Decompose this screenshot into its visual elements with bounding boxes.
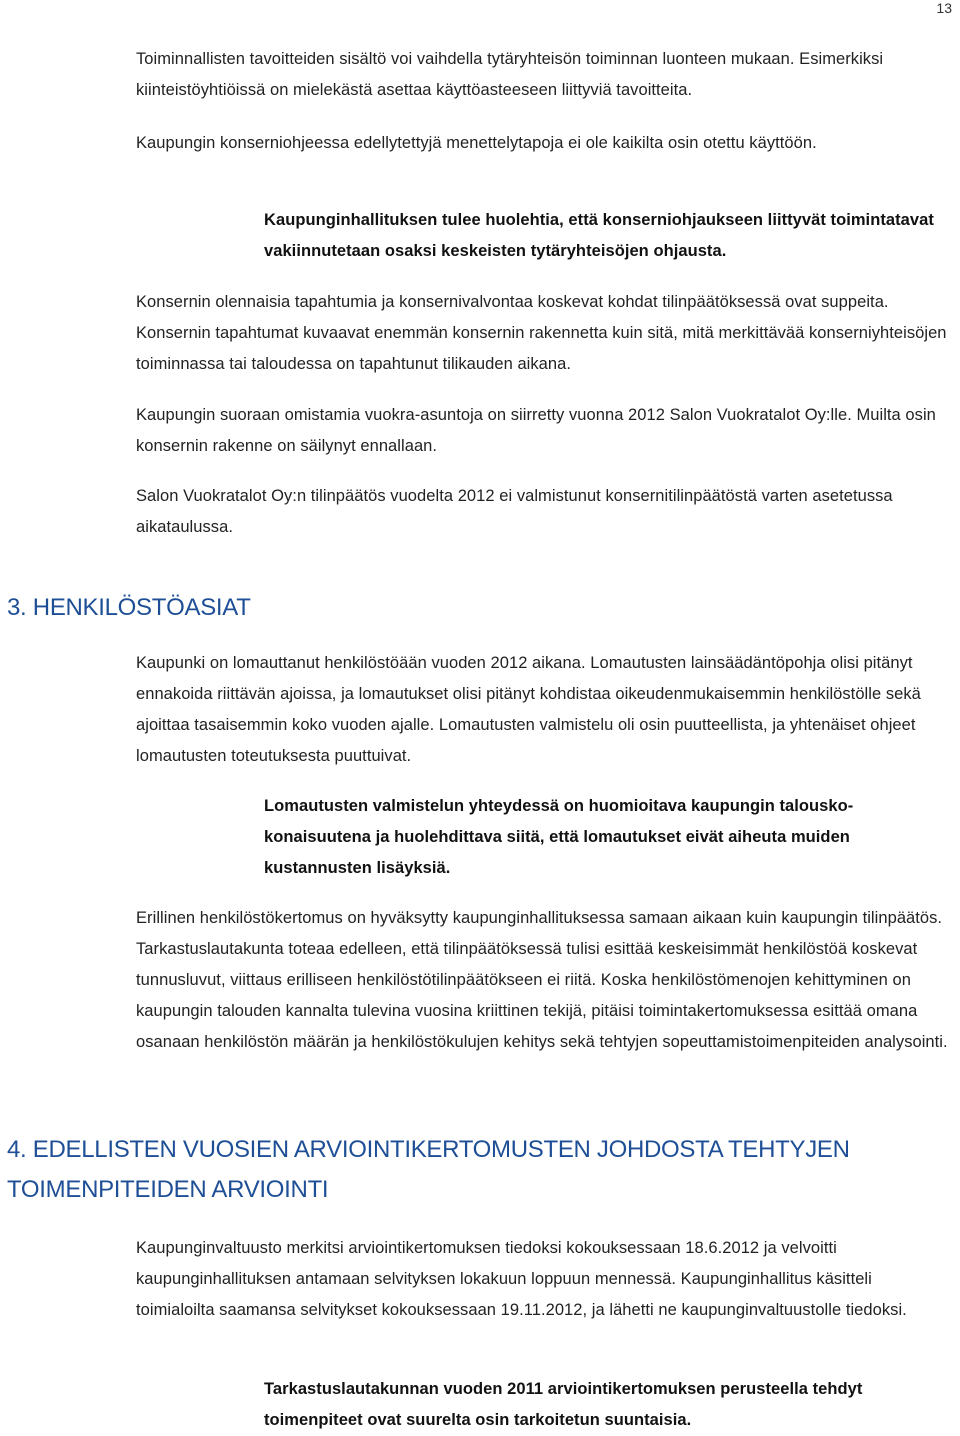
section-heading-personnel: 3. HENKILÖSTÖASIAT (7, 594, 251, 621)
section-heading-previous-evaluations: 4. EDELLISTEN VUOSIEN ARVIOINTIKERTOMUSTEN JOHDOSTA TEHTYJEN TOIMENPITEIDEN ARVIOINTI (7, 1136, 850, 1203)
paragraph-group-guidelines: Kaupungin konserniohjeessa edellytettyjä menettelytapoja ei ole kaikilta osin otettu käyttöön. (136, 134, 817, 152)
paragraph-council-response: Kaupunginvaltuusto merkitsi arviointikertomuksen tiedoksi kokouksessaan 18.6.2012 ja velvoitti kaupunginhallituksen antamaan selvityksen lokakuun loppuun mennessä. Kaupunginhallitus käsitteli toimialoilta saamansa selvitykset kokouksessaan 19.11.2012, ja lähetti ne kaupunginvaltuustolle tiedoksi. (136, 1239, 907, 1319)
paragraph-personnel-report: Erillinen henkilöstökertomus on hyväksytty kaupunginhallituksessa samaan aikaan kuin kaupungin tilinpäätös. Tarkastuslautakunta toteaa edelleen, että tilinpäätöksessä tulisi esittää keskeisimmät henkilöstöä koskevat tunnusluvut, viittaus erilliseen henkilöstötilinpäätökseen ei riitä. Koska henkilöstömenojen kehittyminen on kaupungin talouden kannalta tulevina vuosina kriittinen tekijä, pitäisi toimintakertomuksessa esittää omana osanaan henkilöstön määrän ja henkilöstökulujen kehitys sekä tehtyjen sopeuttamistoimenpiteiden analysointi. (136, 909, 948, 1051)
recommendation-measures-conclusion: Tarkastuslautakunnan vuoden 2011 arviointikertomuksen perusteella tehdyt toimenpiteet ovat suurelta osin tarkoitetun suuntaisia. (264, 1380, 863, 1429)
paragraph-layoffs: Kaupunki on lomauttanut henkilöstöään vuoden 2012 aikana. Lomautusten lainsäädäntöpohja olisi pitänyt ennakoida riittävän ajoissa, ja lomautukset olisi pitänyt kohdistaa oikeudenmukaisemmin henkilöstölle sekä ajoittaa tasaisemmin koko vuoden ajalle. Lomautusten valmistelu oli osin puutteellista, ja yhtenäiset ohjeet lomautusten toteutuksesta puuttuivat. (136, 654, 921, 765)
paragraph-financial-statement-delay: Salon Vuokratalot Oy:n tilinpäätös vuodelta 2012 ei valmistunut konsernitilinpäätöstä varten asetetussa aikataulussa. (136, 487, 893, 536)
paragraph-group-events: Konsernin olennaisia tapahtumia ja konsernivalvontaa koskevat kohdat tilinpäätöksessä ovat suppeita. Konsernin tapahtumat kuvaavat enemmän konsernin rakennetta kuin sitä, mitä merkittävää konserniyhteisöjen toiminnassa tai taloudessa on tapahtunut tilikauden aikana. (136, 293, 947, 373)
recommendation-group-steering: Kaupunginhallituksen tulee huolehtia, että konserniohjaukseen liittyvät toimintatavat vakiinnutetaan osaksi keskeisten tytäryhteisöjen ohjausta. (264, 211, 934, 260)
recommendation-layoffs: Lomautusten valmistelun yhteydessä on huomioitava kaupungin talouskokonaisuutena ja huolehdittava siitä, että lomautukset eivät aiheuta muiden kustannusten lisäyksiä. (264, 797, 854, 877)
paragraph-operational-goals: Toiminnallisten tavoitteiden sisältö voi vaihdella tytäryhteisön toiminnan luonteen mukaan. Esimerkiksi kiinteistöyhtiöissä on mielekästä asettaa käyttöasteeseen liittyviä tavoitteita. (136, 50, 884, 99)
paragraph-rental-apartments: Kaupungin suoraan omistamia vuokra-asuntoja on siirretty vuonna 2012 Salon Vuokratalot Oy:lle. Muilta osin konsernin rakenne on säilynyt ennallaan. (136, 406, 936, 455)
page-number: 13 (936, 0, 952, 16)
